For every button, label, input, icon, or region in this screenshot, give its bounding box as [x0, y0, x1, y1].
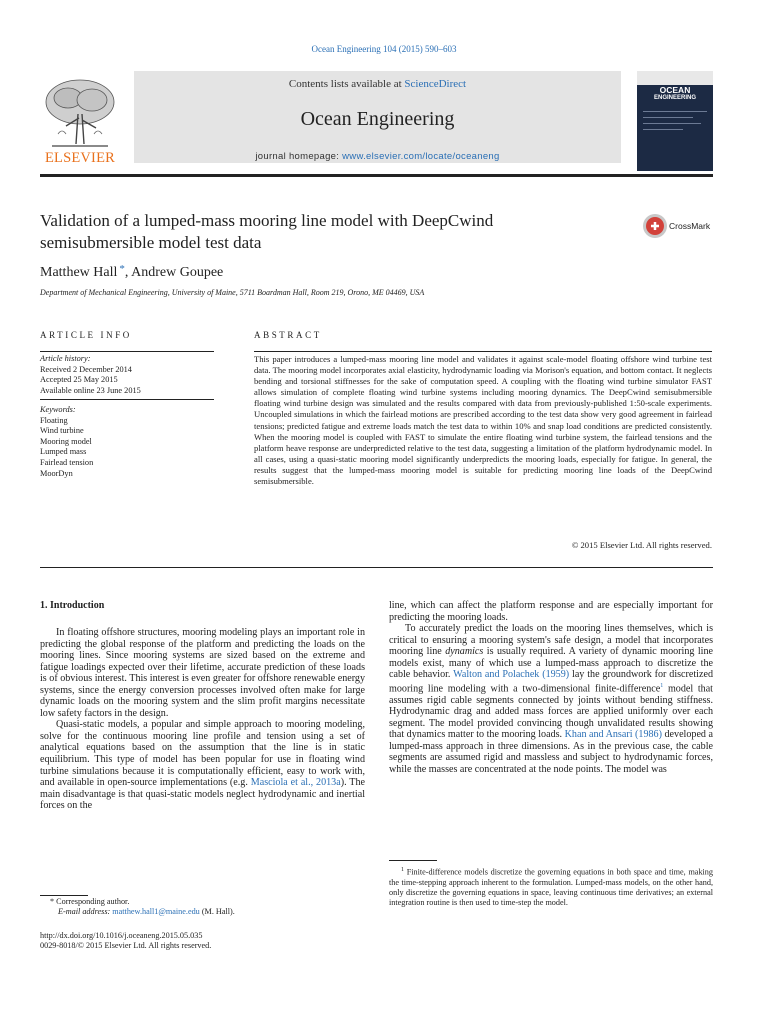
paragraph-text: model that assumes rigid cable segments connected by joints without bending stiffness. Hydrodynamic drag and added mass forces are applied uniformly over each segment. The model provided convincing though unvalidated results showing that dynamics matter to the mooring loads.: [389, 683, 713, 741]
keyword-item: Wind turbine: [40, 426, 84, 436]
doi-link[interactable]: http://dx.doi.org/10.1016/j.oceaneng.2015.05.035: [40, 931, 203, 940]
history-received: Received 2 December 2014: [40, 364, 132, 374]
footnote-marker[interactable]: 1: [660, 682, 664, 689]
journal-citation[interactable]: Ocean Engineering 104 (2015) 590–603: [311, 44, 457, 54]
intro-paragraph-3: [389, 623, 713, 775]
corresponding-author-label: * Corresponding author.: [50, 897, 130, 906]
paragraph-text: ). The main disadvantage is that quasi-static models neglect hydrodynamic and inertial forces on the: [40, 777, 366, 812]
paragraph-text: developed a lumped-mass approach in three dimensions. As in the previous case, the cable segments are assumed rigid and massless and subject to hydrodynamic forces, while the masses are concentrated at the node points. The model was: [389, 729, 713, 776]
citation-link[interactable]: Walton and Polachek (1959): [453, 669, 570, 681]
header-divider: [40, 174, 713, 177]
keywords: [40, 405, 214, 479]
keyword-item: Fairlead tension: [40, 457, 94, 467]
history-accepted: Accepted 25 May 2015: [40, 375, 118, 385]
footnote-1: [389, 865, 713, 909]
author-name: Andrew Goupee: [131, 265, 224, 280]
contents-line: [134, 78, 621, 90]
contents-prefix: Contents lists available at: [288, 78, 405, 90]
footnote-text: Finite-difference models discretize the governing equations in both space and time, making the time-stepping approach inherent to the formulation. Lumped-mass models, on the other hand, only discretize the governing equations in space, leaving continuous time derivatives; an external integration routine is then used to time-step the model.: [389, 867, 713, 908]
keyword-item: Mooring model: [40, 436, 92, 446]
footnote-rule: [40, 895, 88, 896]
keywords-label: Keywords:: [40, 405, 76, 414]
abstract-rule: [254, 351, 712, 352]
homepage-link[interactable]: www.elsevier.com/locate/oceaneng: [342, 151, 500, 162]
corresponding-author-note: [40, 897, 365, 917]
abstract-copyright: © 2015 Elsevier Ltd. All rights reserved.: [571, 540, 712, 550]
author-list: [40, 263, 223, 281]
journal-title: Ocean Engineering: [300, 108, 455, 130]
history-label: Article history:: [40, 354, 91, 363]
body-column-left: [40, 627, 365, 812]
article-info-heading: ARTICLE INFO: [40, 330, 132, 340]
intro-paragraph-1: In floating offshore structures, mooring modeling plays an important role in predicting the global response of the platform and predicting the loads on the mooring lines. Since mooring systems are sized based on the extreme and fatigue loadings expected over their lifetime, accurate prediction of these loads is of obvious interest. This interest is even greater for offshore renewable energy systems, since the energy conversion processes involved often make for large dynamic loads on the mooring system and the slim profit margins necessitate low safety factors in the design.: [40, 627, 365, 719]
sciencedirect-link[interactable]: ScienceDirect: [404, 78, 467, 90]
paragraph-continuation: line, which can affect the platform response and are especially important for predicting the mooring loads.: [389, 600, 713, 623]
intro-paragraph-2: [40, 719, 365, 811]
cover-title: [637, 86, 713, 102]
paragraph-text: lay the groundwork for discretized mooring line modeling with a two-dimensional finite-difference: [389, 669, 713, 695]
issn-copyright: 0029-8018/© 2015 Elsevier Ltd. All rights reserved.: [40, 941, 212, 950]
email-suffix: (M. Hall).: [199, 907, 235, 917]
keyword-item: Lumped mass: [40, 447, 87, 457]
emphasis-text: dynamics: [445, 646, 484, 658]
email-label: E-mail address:: [58, 907, 113, 917]
keyword-item: Floating: [40, 415, 68, 425]
section-heading-introduction: 1. Introduction: [40, 600, 105, 611]
footnote-rule: [389, 860, 437, 861]
body-column-right: [389, 600, 713, 776]
homepage-prefix: journal homepage:: [255, 151, 343, 162]
email-link[interactable]: matthew.hall1@maine.edu: [112, 907, 200, 917]
author-separator: ,: [124, 265, 132, 280]
author-affiliation: Department of Mechanical Engineering, University of Maine, 5711 Boardman Hall, Room 219, Orono, ME 04469, USA: [40, 288, 425, 297]
front-matter-divider: [40, 567, 713, 568]
journal-homepage-line: [134, 151, 621, 162]
citation-link[interactable]: Khan and Ansari (1986): [564, 729, 662, 741]
crossmark-label: CrossMark: [669, 221, 711, 231]
article-title-line1: Validation of a lumped-mass mooring line model with DeepCwind: [40, 211, 494, 230]
abstract-heading: ABSTRACT: [254, 330, 322, 340]
keyword-item: MoorDyn: [40, 468, 73, 478]
citation-link[interactable]: Masciola et al., 2013a: [250, 777, 341, 789]
paragraph-text: To accurately predict the loads on the mooring lines themselves, which is critical to ensuring a mooring system's safe design, a model that incorporates mooring line: [389, 623, 713, 658]
article-history: [40, 354, 214, 396]
corresponding-author-mark[interactable]: *: [119, 263, 125, 275]
footnote-number: 1: [401, 867, 404, 873]
paragraph-text: Quasi-static models, a popular and simple approach to mooring modeling, solve for the continuous mooring line profile and tension using a set of analytical equations based on the assumption that the line is in static equilibrium. This type of model has been popular for use in floating wind turbine simulations because it is computationally efficient, easy to work with, and available in open-source implementations (e.g.: [40, 719, 365, 789]
article-title: [40, 210, 630, 254]
history-online: Available online 23 June 2015: [40, 385, 141, 395]
article-title-line2: semisubmersible model test data: [40, 233, 262, 252]
cover-title-line2: ENGINEERING: [653, 95, 696, 101]
elsevier-wordmark: ELSEVIER: [44, 150, 116, 166]
cover-title-line1: OCEAN: [659, 85, 691, 95]
paragraph-text: is usually required. A variety of dynamic mooring line models exist, many of which use a lumped-mass approach to discretize the cable behavior.: [389, 646, 713, 681]
article-info-rule: [40, 399, 214, 400]
abstract-text: This paper introduces a lumped-mass mooring line model and validates it against scale-model floating offshore wind turbine test data. The mooring model incorporates axial elasticity, hydrodynamic loading via Morison's equation, and bottom contact. It neglects bending and torsional stiffnesses for the sake of computation speed. A coupling with the floating wind turbine simulator FAST allows simulation of complete floating wind turbine systems including mooring dynamics. The DeepCwind semisubmersible floating wind turbine design was simulated and the results compared with data from previously-published 1:50-scale experiments. Uncoupled simulations in which the fairlead motions are prescribed according to the test data show very good agreement in fairlead tensions; predicted fatigue and extreme loads match the test data to within 10% and snap load conditions are predicted consistently. When the mooring model is coupled with FAST to simulate the entire floating wind turbine system, the fairlead tensions and the platform heave response are underpredicted relative to the test data, suggesting a limitation of the platform hydrodynamic model. In all cases, using a quasi-static mooring model significantly underpredicts the mooring loads, especially for fatigue. In general, the results suggest that the lumped-mass mooring model is suitable for predicting mooring line loads of the DeepCwind semisubmersible.: [254, 354, 712, 487]
author-name: Matthew Hall: [40, 265, 118, 280]
email-line: [40, 907, 365, 917]
article-info-rule: [40, 351, 214, 352]
